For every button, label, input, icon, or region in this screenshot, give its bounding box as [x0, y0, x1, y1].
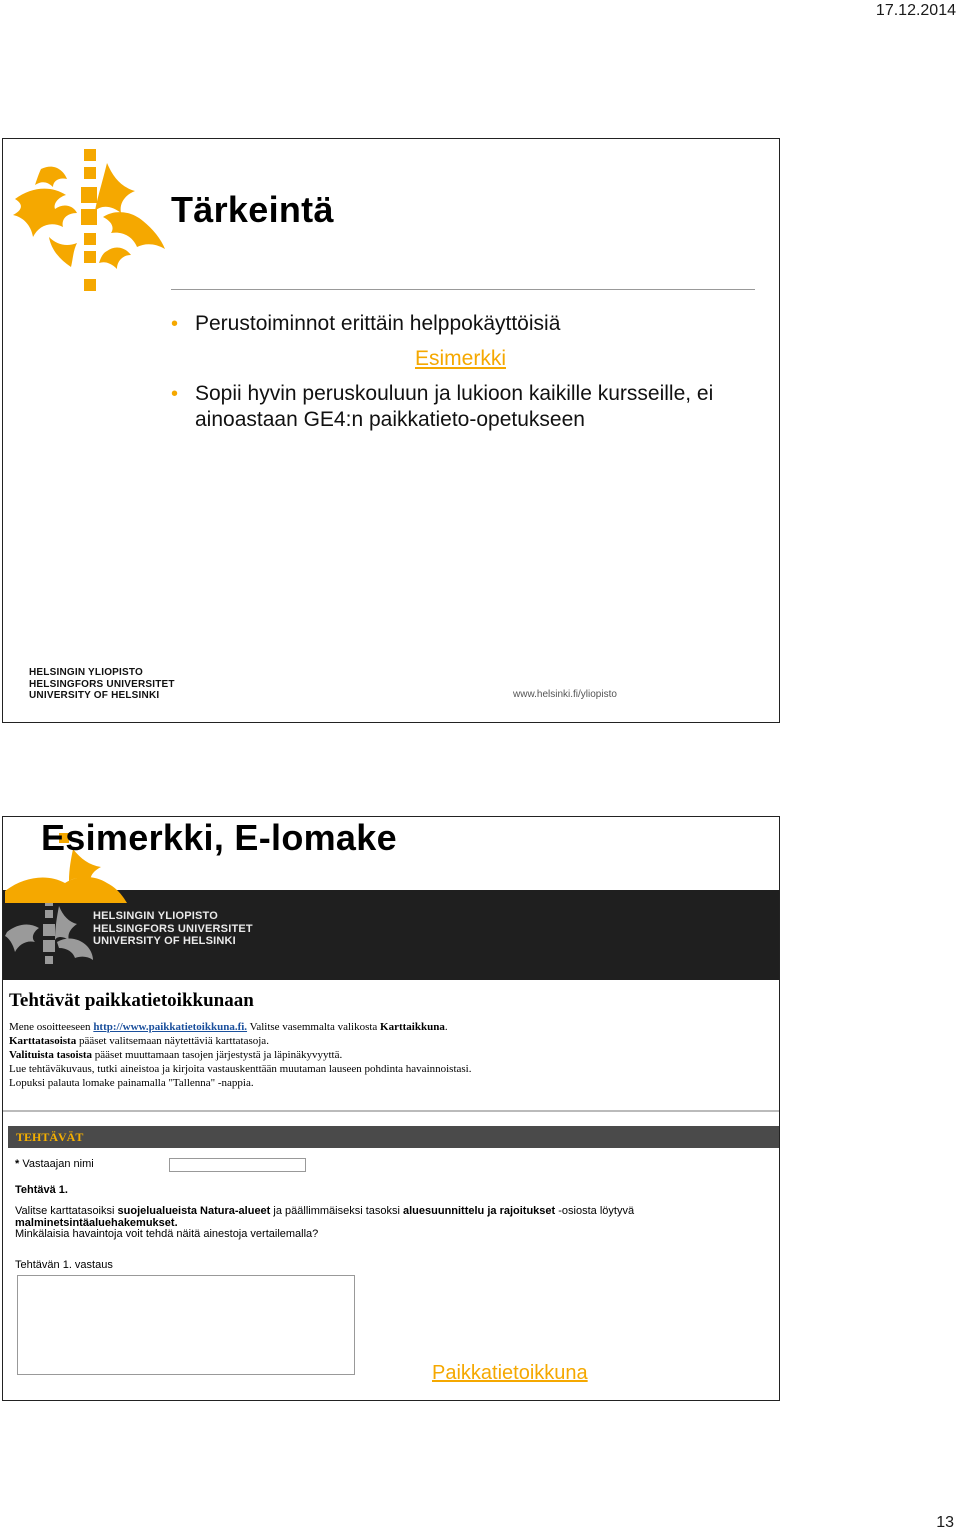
respondent-name-input[interactable] [169, 1158, 306, 1172]
form-heading: Tehtävät paikkatietoikkunaan [9, 990, 254, 1011]
university-name: HELSINGIN YLIOPISTO HELSINGFORS UNIVERSITET UNIVERSITY OF HELSINKI [29, 667, 175, 701]
paikkatietoikkuna-url-link[interactable]: http://www.paikkatietoikkuna.fi. [93, 1021, 248, 1033]
task1-description: Valitse karttatasoiksi suojelualueista Natura-alueet ja päällimmäiseksi tasoksi aluesuunnittelu ja rajoitukset -osiosta löytyvä malminetsintäaluehakemukset. [15, 1205, 635, 1229]
instruction-line: Lue tehtäväkuvaus, tutki aineistoa ja kirjoita vastauskenttään muutaman lauseen pohdinta havainnoistasi. [9, 1063, 472, 1075]
tehtavat-section-bar: TEHTÄVÄT [8, 1126, 780, 1148]
required-marker: * [15, 1158, 20, 1170]
instruction-line: Mene osoitteeseen http://www.paikkatietoikkuna.fi. Valitse vasemmalta valikosta Karttaikkuna. [9, 1021, 448, 1033]
page-number: 13 [936, 1514, 954, 1531]
form-fields [3, 1148, 780, 1401]
slide-title: Tärkeintä [171, 189, 334, 230]
slide-title: Esimerkki, E-lomake [41, 817, 397, 858]
screenshot-university-name: HELSINGIN YLIOPISTO HELSINGFORS UNIVERSITET UNIVERSITY OF HELSINKI [93, 910, 253, 947]
instruction-line: Karttatasoista pääset valitsemaan näytettäviä karttatasoja. [9, 1035, 269, 1047]
university-flame-logo-icon [11, 147, 166, 297]
task1-answer-textarea[interactable] [17, 1275, 355, 1375]
page-date: 17.12.2014 [875, 2, 956, 19]
esimerkki-link[interactable]: Esimerkki [415, 347, 507, 370]
bullet-item: • Sopii hyvin peruskouluun ja lukioon kaikille kursseille, ei ainoastaan GE4:n paikkatieto-opetukseen [171, 382, 714, 431]
task1-title: Tehtävä 1. [15, 1184, 68, 1196]
paikkatietoikkuna-link[interactable]: Paikkatietoikkuna [432, 1362, 588, 1384]
section-divider [3, 1110, 780, 1112]
instruction-line: Lopuksi palauta lomake painamalla "Tallenna" -nappia. [9, 1077, 254, 1089]
slide-esimerkki-elomake [2, 816, 780, 1401]
bullet-item: • Perustoiminnot erittäin helppokäyttöisiä [171, 312, 561, 335]
form-instructions [9, 1020, 769, 1090]
slide-tarkeinta [2, 138, 780, 723]
e-form-screenshot [3, 890, 780, 1401]
bullet-icon: • [171, 313, 179, 335]
task1-answer-label: Tehtävän 1. vastaus [15, 1259, 113, 1271]
title-divider [171, 289, 755, 290]
bullet-icon: • [171, 383, 179, 405]
respondent-name-label: * Vastaajan nimi [15, 1158, 94, 1170]
task1-question: Minkälaisia havaintoja voit tehdä näitä ainestoja vertailemalla? [15, 1228, 319, 1240]
instruction-line: Valituista tasoista pääset muuttamaan tasojen järjestystä ja läpinäkyvyyttä. [9, 1049, 343, 1061]
university-url: www.helsinki.fi/yliopisto [513, 689, 617, 700]
